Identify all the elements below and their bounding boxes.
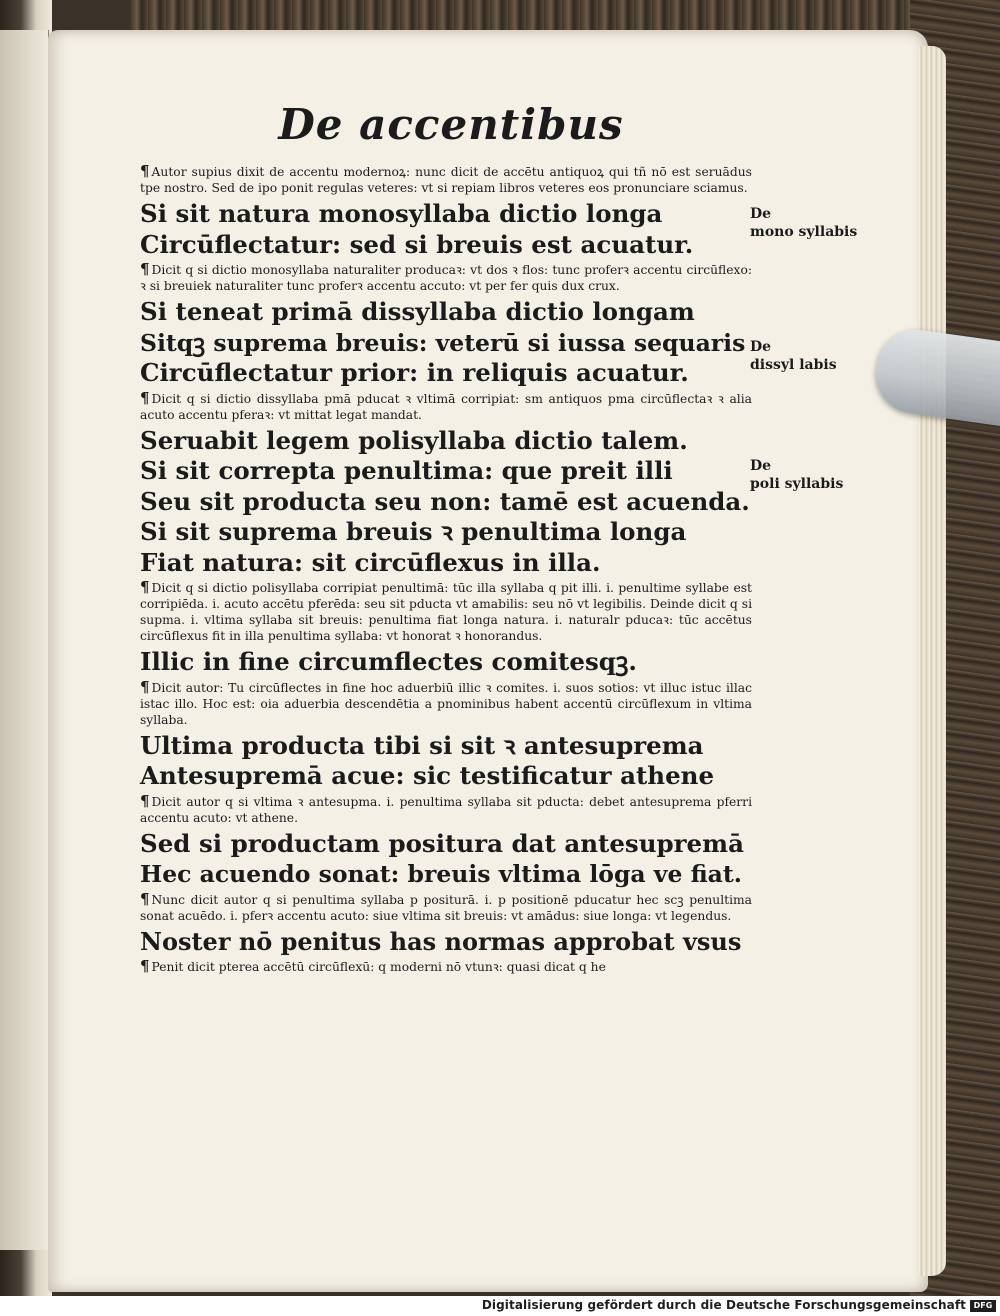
margin-note-line: poli syllabis: [750, 476, 844, 492]
gloss-paragraph: [140, 891, 752, 924]
gloss-paragraph: [140, 261, 752, 294]
gloss-paragraph: [140, 390, 752, 423]
verse-text: Illic in fine circumflectes comitesqꝫ.: [140, 647, 637, 676]
digitization-credit: Digitalisierung gefördert durch die Deutsche Forschungsgemeinschaft: [481, 1298, 966, 1312]
gloss-text: Dicit autor: Tu circūflectes in fine hoc aduerbiū illic ꝛ comites. i. suos sotios: vt illuc istuc illac istac illo. Hoc est: oia aduerbia descendētia a pnominibus habent accentū circūflexum in vltima syllaba.: [140, 680, 752, 727]
verse-text: Noster nō penitus has normas approbat vsus: [140, 926, 742, 956]
verse-text: Hec acuendo sonat: breuis vltima lōga ve fiat.: [140, 860, 742, 888]
verse-text: Si sit correpta penultima: que preit illi: [140, 456, 673, 485]
running-title: De accentibus: [278, 100, 624, 149]
verse-line: [140, 456, 752, 487]
verse-line: [140, 829, 752, 860]
verse-text: Si sit natura monosyllaba dictio longa: [140, 199, 663, 228]
verse-line: [140, 761, 752, 792]
pilcrow-icon: ¶: [140, 889, 150, 908]
gloss-paragraph: [140, 793, 752, 826]
gloss-text: Penit dicit pterea accētū circūflexū: q moderni nō vtunꝛ: quasi dicat q he: [151, 960, 606, 974]
gloss-paragraph: [140, 163, 752, 196]
gloss-text: Dicit q si dictio polisyllaba corripiat penultimā: tūc illa syllaba q pit illi. i. penultime syllabe est corripiēda. i. acuto accētu pferēda: seu sit pducta vt amabilis: seu nō vt legibilis. Deinde dicit q si supma. i. vltima syllaba sit breuis: penultima fiat longa natura. i. naturalr pducaꝛ: tūc accētus circūflexus fit in illa penultima syllaba: vt honorat ꝛ honorandus.: [140, 581, 752, 643]
pilcrow-icon: ¶: [140, 791, 150, 810]
margin-note-line: De: [750, 339, 772, 355]
gloss-paragraph: [140, 679, 752, 728]
pilcrow-icon: ¶: [140, 388, 150, 407]
verse-text: Circūflectatur: sed si breuis est acuatur.: [140, 229, 694, 259]
gloss-text: Dicit q si dictio monosyllaba naturaliter producaꝛ: vt dos ꝛ flos: tunc proferꝛ accentu circūflexo: ꝛ si breuiek naturaliter tunc proferꝛ accentu accuto: vt per fer quis dux crux.: [140, 263, 752, 293]
gloss-paragraph: [140, 958, 752, 975]
verse-text: Fiat natura: sit circūflexus in illa.: [140, 547, 601, 577]
gloss-paragraph: [140, 579, 752, 644]
verse-text: Circūflectatur prior: in reliquis acuatur.: [140, 358, 689, 387]
verse-line: [140, 199, 752, 230]
pilcrow-icon: ¶: [140, 162, 150, 180]
verse-text: Sed si productam positura dat antesupremā: [140, 828, 744, 858]
margin-note-line: De: [750, 206, 772, 222]
pilcrow-icon: ¶: [140, 578, 150, 596]
verse-text: Ultima producta tibi si sit ꝛ antesuprema: [140, 730, 704, 760]
pilcrow-icon: ¶: [140, 260, 150, 278]
margin-note-line: dissyl labis: [750, 357, 837, 373]
margin-note-dissyl: [750, 338, 837, 374]
verse-line: [140, 487, 752, 518]
verse-line: [140, 731, 752, 762]
verse-line: [140, 647, 752, 678]
margin-note-line: mono syllabis: [750, 224, 858, 240]
margin-note-poli: [750, 457, 843, 493]
verse-line: [140, 230, 752, 261]
verse-text: Si teneat primā dissyllaba dictio longam: [140, 297, 695, 326]
dfg-logo: DFG: [970, 1300, 996, 1312]
verse-line: [140, 517, 752, 548]
gloss-text: Autor supius dixit de accentu modernoꝝ: nunc dicit de accētu antiquoꝝ qui tñ nō est seruādus tpe nostro. Sed de ipo ponit regulas veteres: vt si repiam libros veteres eos pronunciare sciamus.: [140, 165, 752, 195]
page-stack-edge: [918, 46, 946, 1276]
verse-text: Si sit suprema breuis ꝛ penultima longa: [140, 517, 687, 546]
verse-line: [140, 297, 752, 328]
pilcrow-icon: ¶: [140, 677, 150, 696]
verse-text: Antesupremā acue: sic testificatur athene: [140, 761, 715, 790]
verse-text: Seu sit producta seu non: tamē est acuenda.: [140, 486, 750, 516]
margin-note-line: De: [750, 458, 772, 474]
margin-note-mono: [750, 205, 857, 241]
text-block: [140, 100, 752, 978]
verse-line: [140, 927, 752, 958]
gloss-text: Dicit autor q si vltima ꝛ antesupma. i. penultima syllaba sit pducta: debet antesuprema pferri accentu acuto: vt athene.: [140, 794, 752, 825]
gloss-text: Nunc dicit autor q si penultima syllaba p positurā. i. p positionē pducatur hec scꝫ penultima sonat acuēdo. i. pferꝛ accentu acuto: siue vltima sit breuis: vt amādus: siue longa: vt legendus.: [140, 892, 752, 923]
verse-line: [140, 328, 752, 359]
verse-line: [140, 358, 752, 389]
verse-line: [140, 859, 752, 890]
line-container: [140, 163, 752, 975]
gloss-text: Dicit q si dictio dissyllaba pmā pducat ꝛ vltimā corripiat: sm antiquos pma circūflectaꝛ ꝛ alia acuto accentu pferaꝛ: vt mittat legat mandat.: [140, 391, 752, 422]
verse-text: Sitqꝫ suprema breuis: veterū si iussa sequaris: [140, 328, 746, 357]
verse-line: [140, 548, 752, 579]
verse-text: Seruabit legem polisyllaba dictio talem.: [140, 425, 688, 455]
pilcrow-icon: ¶: [140, 957, 150, 975]
facing-page-edge: [0, 30, 49, 1250]
verse-line: [140, 426, 752, 457]
